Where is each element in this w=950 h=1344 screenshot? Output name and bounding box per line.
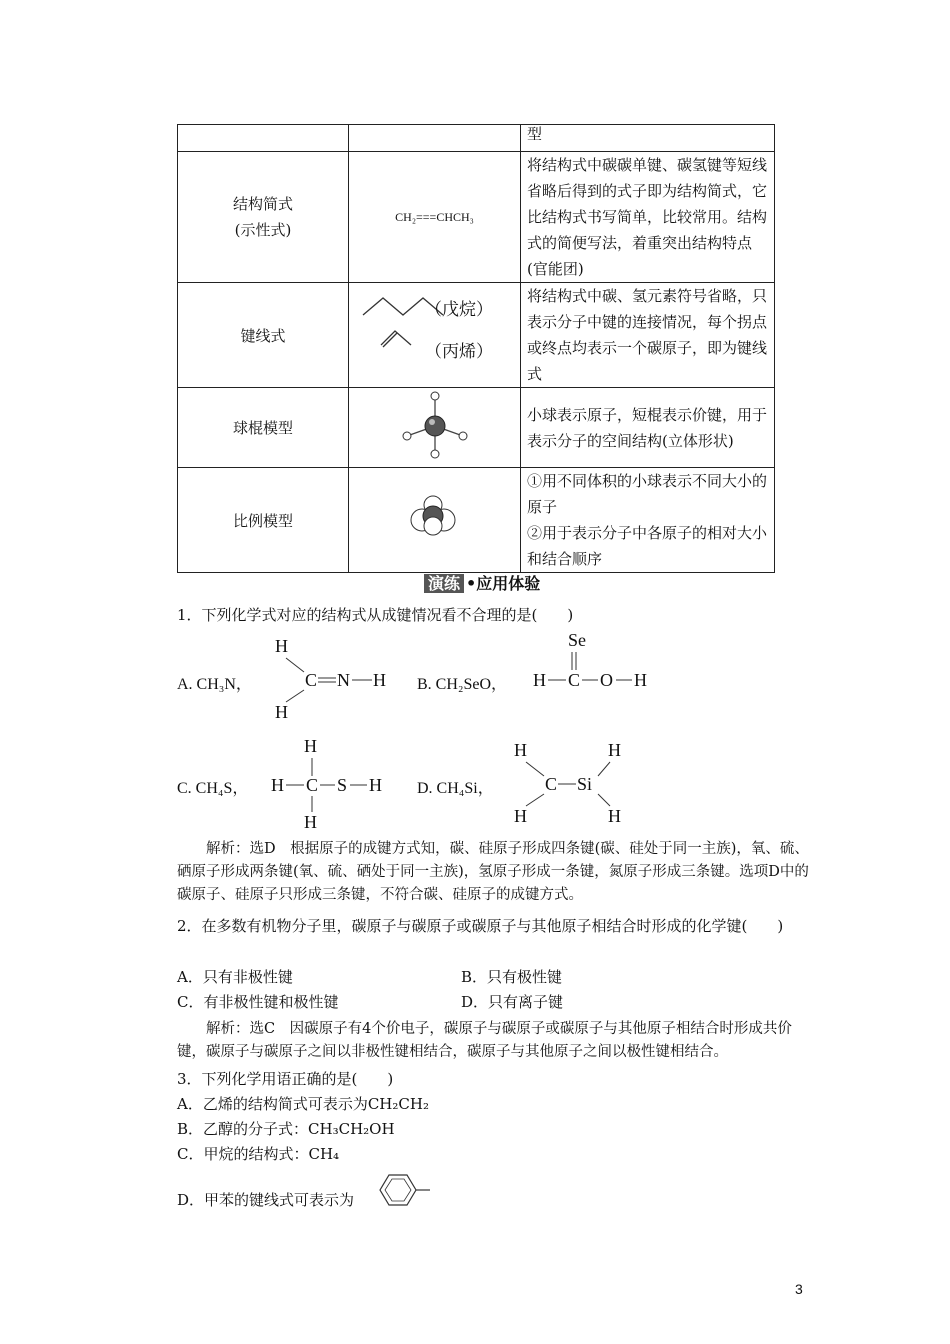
q1-option-b-label: B. CH₂SeO， xyxy=(417,676,508,693)
atom: C xyxy=(568,670,581,690)
atom: H xyxy=(304,736,317,756)
q1-option-c-structure xyxy=(268,734,398,834)
q2-option-d: D．只有离子键 xyxy=(461,993,564,1011)
pentane-label: （戊烷） xyxy=(425,300,493,320)
row4-model xyxy=(349,468,521,573)
atom: H xyxy=(514,740,527,760)
row3-model xyxy=(349,388,521,468)
structure-table xyxy=(177,124,775,573)
q2-option-a: A．只有非极性键 xyxy=(177,968,293,986)
bond-lines xyxy=(530,630,660,700)
atom: H xyxy=(533,670,546,690)
row2-skeletal xyxy=(349,283,521,388)
q1-option-b-structure xyxy=(530,630,660,700)
q3-option-a: A．乙烯的结构简式可表示为CH₂CH₂ xyxy=(177,1095,429,1113)
toluene-skeletal-icon xyxy=(370,1168,432,1212)
row1-desc: 将结构式中碳碳单键、碳氢键等短线省略后得到的式子即为结构简式，它比结构式书写简单，比较常用。结构式的简便写法，着重突出结构特点(官能团) xyxy=(521,152,775,283)
bond-lines xyxy=(268,734,398,834)
row2-name: 键线式 xyxy=(178,283,349,388)
row0-desc: 型 xyxy=(521,125,775,152)
atom: H xyxy=(275,702,288,722)
q2-analysis: 解析：选C 因碳原子有4个价电子，碳原子与碳原子或碳原子与其他原子相结合时形成共价键，碳原子与碳原子之间以非极性键相结合，碳原子与其他原子之间以极性键相结合。 xyxy=(177,1021,792,1060)
table-row xyxy=(178,388,775,468)
q3-stem: 3．下列化学用语正确的是( ) xyxy=(177,1070,394,1088)
q2-option-c: C．有非极性键和极性键 xyxy=(177,993,339,1011)
q1-stem: 1．下列化学式对应的结构式从成键情况看不合理的是( ) xyxy=(177,606,574,624)
space-filling-model-icon xyxy=(349,468,519,568)
table-row xyxy=(178,283,775,388)
atom: H xyxy=(373,670,386,690)
atom: H xyxy=(608,740,621,760)
row1-example: CH₂===CHCH₃ xyxy=(349,152,521,283)
row3-name: 球棍模型 xyxy=(178,388,349,468)
q1-option-d-structure xyxy=(510,738,650,830)
section-header xyxy=(424,571,540,594)
section-title: •应用体验 xyxy=(466,574,541,593)
q1-analysis: 解析：选D 根据原子的成键方式知，碳、硅原子形成四条键(碳、硅处于同一主族)，氧、硫、硒原子形成两条键(氧、硫、硒处于同一主族)，氢原子形成一条键，氮原子形成三条键。选项D中的碳原子、硅原子只形成三条键，不符合碳、硅原子的成键方式。 xyxy=(177,841,809,903)
q2-stem: 2．在多数有机物分子里，碳原子与碳原子或碳原子与其他原子相结合时形成的化学键( ) xyxy=(177,917,784,935)
atom: S xyxy=(337,775,348,795)
q3-option-d: D．甲苯的键线式可表示为 xyxy=(177,1191,355,1209)
atom: H xyxy=(369,775,382,795)
atom: O xyxy=(600,670,613,690)
atom: H xyxy=(275,636,288,656)
table-row xyxy=(178,152,775,283)
atom: H xyxy=(608,806,621,826)
atom: N xyxy=(337,670,350,690)
row3-desc: 小球表示原子，短棍表示价键，用于表示分子的空间结构(立体形状) xyxy=(521,388,775,468)
atom: Se xyxy=(568,630,586,650)
atom: C xyxy=(545,774,558,794)
atom: H xyxy=(514,806,527,826)
atom: H xyxy=(634,670,647,690)
q1-option-c-label: C. CH₄S， xyxy=(177,780,249,797)
bond-lines xyxy=(270,632,400,724)
table-row xyxy=(178,468,775,573)
atom: C xyxy=(306,775,319,795)
q3-option-c: C．甲烷的结构式：CH₄ xyxy=(177,1145,340,1163)
section-badge: 演练 xyxy=(424,574,464,593)
propene-label: （丙烯） xyxy=(425,342,493,362)
q2-option-b: B．只有极性键 xyxy=(461,968,563,986)
row4-desc: ①用不同体积的小球表示不同大小的原子 ②用于表示分子中各原子的相对大小和结合顺序 xyxy=(521,468,775,573)
q1-option-a-label: A. CH₃N， xyxy=(177,676,252,693)
table-row xyxy=(178,125,775,152)
atom: H xyxy=(304,812,317,832)
q1-option-a-structure xyxy=(270,632,400,724)
atom: H xyxy=(271,775,284,795)
atom: C xyxy=(305,670,318,690)
bond-lines xyxy=(510,738,650,830)
page-number: 3 xyxy=(795,1281,803,1297)
row2-desc: 将结构式中碳、氢元素符号省略，只表示分子中键的连接情况，每个拐点或终点均表示一个碳原子，即为键线式 xyxy=(521,283,775,388)
ball-and-stick-model-icon xyxy=(349,388,519,466)
q3-option-b: B．乙醇的分子式：CH₃CH₂OH xyxy=(177,1120,395,1138)
atom: Si xyxy=(577,774,593,794)
row1-name: 结构简式 (示性式) xyxy=(178,152,349,283)
row4-name: 比例模型 xyxy=(178,468,349,573)
q1-option-d-label: D. CH₄Si， xyxy=(417,780,494,797)
